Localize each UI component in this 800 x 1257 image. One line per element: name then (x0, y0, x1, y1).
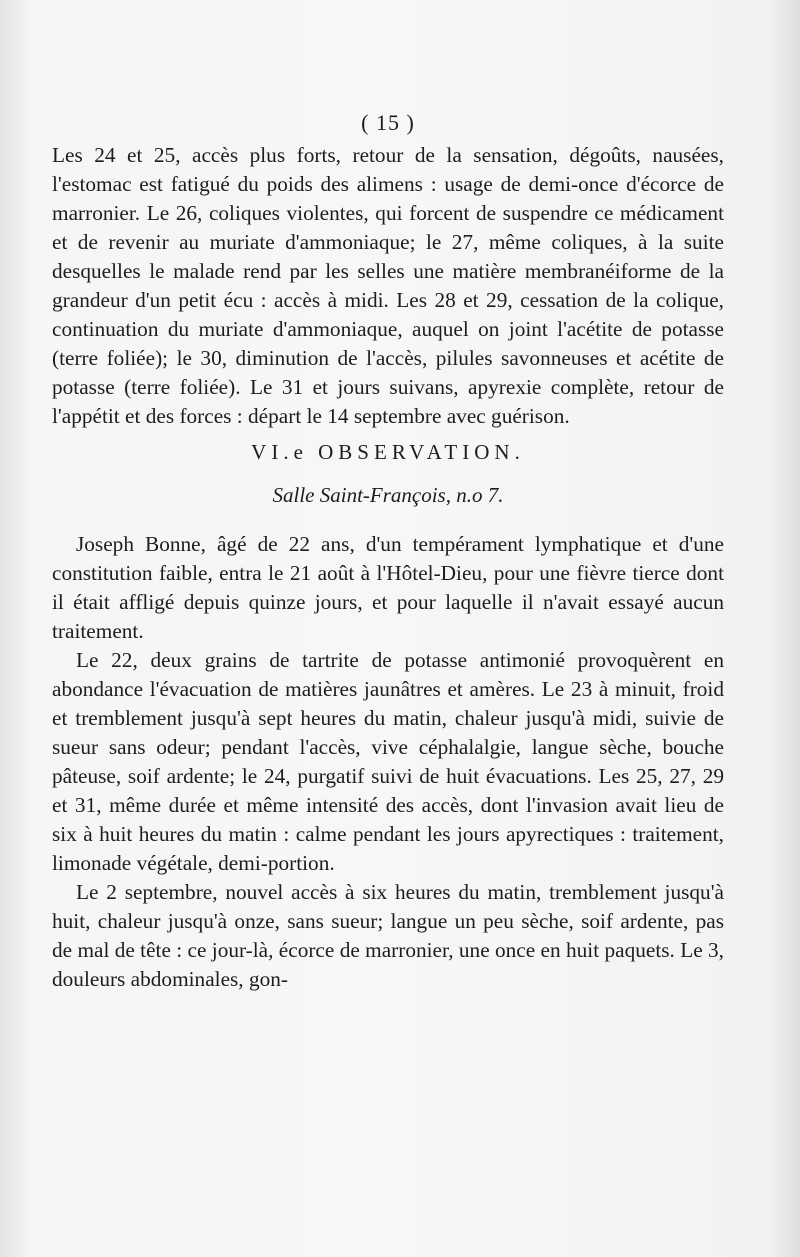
paragraph: Joseph Bonne, âgé de 22 ans, d'un tempérament lymphatique et d'une constitution faible, entra le 21 août à l'Hôtel-Dieu, pour une fièvre tierce dont il était affligé depuis quinze jours, et pour laquelle il n'avait essayé aucun traitement. (52, 532, 724, 643)
page-number: ( 15 ) (361, 110, 415, 135)
section-subheading: Salle Saint-François, n.o 7. (272, 483, 504, 507)
paragraph: Le 2 septembre, nouvel accès à six heures du matin, tremblement jusqu'à huit, chaleur jusqu'à onze, sans sueur; langue un peu sèche, soif ardente, pas de mal de tête : ce jour-là, écorce de marronier, une once en huit paquets. Le 3, douleurs abdominales, gon- (52, 880, 724, 991)
section-heading: VI.e OBSERVATION. (251, 440, 525, 464)
paragraph: Le 22, deux grains de tartrite de potasse antimonié provoquèrent en abondance l'évacuation de matières jaunâtres et amères. Le 23 à minuit, froid et tremblement jusqu'à sept heures du matin, chaleur jusqu'à midi, suivie de sueur sans odeur; pendant l'accès, vive céphalalgie, langue sèche, bouche pâteuse, soif ardente; le 24, purgatif suivi de huit évacuations. Les 25, 27, 29 et 31, même durée et même intensité des accès, dont l'invasion avait lieu de six à huit heures du matin : calme pendant les jours apyrectiques : traitement, limonade végétale, demi-portion. (52, 648, 724, 875)
text-block (52, 108, 724, 994)
paragraph-before: Les 24 et 25, accès plus forts, retour de la sensation, dégoûts, nausées, l'estomac est fatigué du poids des alimens : usage de demi-once d'écorce de marronier. Le 26, coliques violentes, qui forcent de suspendre ce médicament et de revenir au muriate d'ammoniaque; le 27, même coliques, à la suite desquelles le malade rend par les selles une matière membranéiforme de la grandeur d'un petit écu : accès à midi. Les 28 et 29, cessation de la colique, continuation du muriate d'ammoniaque, auquel on joint l'acétite de potasse (terre foliée); le 30, diminution de l'accès, pilules savonneuses et acétite de potasse (terre foliée). Le 31 et jours suivans, apyrexie complète, retour de l'appétit et des forces : départ le 14 septembre avec guérison. (52, 143, 724, 428)
